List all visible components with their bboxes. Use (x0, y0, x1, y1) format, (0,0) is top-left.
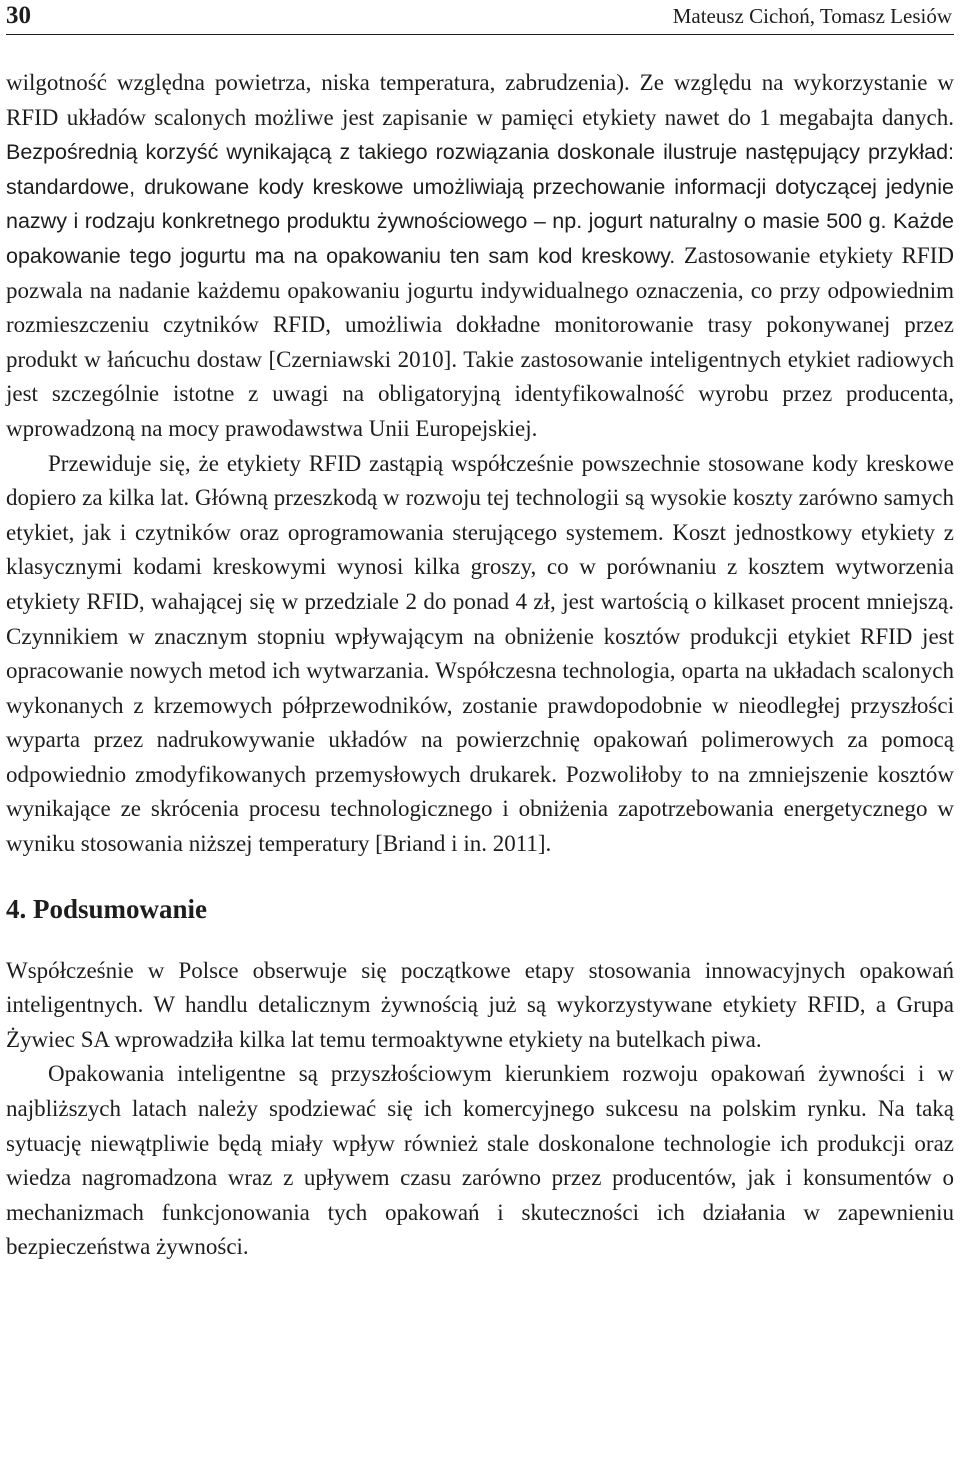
paragraph-rfid-memory (6, 66, 954, 447)
paragraph-rfid-costs: Przewiduje się, że etykiety RFID zastąpią współcześnie powszechnie stosowane kody kreskowe dopiero za kilka lat. Główną przeszkodą w rozwoju tej technologii są wysokie koszty zarówno samych etykiet, jak i czytników oraz oprogramowania sterującego systemem. Koszt jednostkowy etykiety z klasycznymi kodami kreskowymi wynosi kilka groszy, co w porównaniu z kosztem wytworzenia etykiety RFID, wahającej się w przedziale 2 do ponad 4 zł, jest wartością o kilkaset procent mniejszą. Czynnikiem w znacznym stopniu wpływającym na obniżenie kosztów produkcji etykiet RFID jest opracowanie nowych metod ich wytwarzania. Współczesna technologia, oparta na układach scalonych wykonanych z krzemowych półprzewodników, zostanie prawdopodobnie w nieodległej przyszłości wyparta przez nadrukowywanie układów na powierzchnię opakowań polimerowych za pomocą odpowiednio zmodyfikowanych przemysłowych drukarek. Pozwoliłoby to na zmniejszenie kosztów wynikające ze skrócenia procesu technologicznego i obniżenia zapotrzebowania energetycznego w wyniku stosowania niższej temperatury [Briand i in. 2011]. (6, 450, 954, 857)
paragraph-text: wilgotność względna powietrza, niska temperatura, zabrudzenia). Ze względu na wykorzystanie w RFID układów scalonych możliwe jest zapisanie w pamięci etykiety nawet do 1 megabajta danych. (6, 70, 954, 130)
paragraph-summary-2: Opakowania inteligentne są przyszłościowym kierunkiem rozwoju opakowań żywności i w najbliższych latach należy spodziewać się ich komercyjnego sukcesu na polskim rynku. Na taką sytuację niewątpliwie będą miały wpływ również stale doskonalone technologie ich produkcji oraz wiedza nagromadzona wraz z upływem czasu zarówno przez producentów, jak i konsumentów o mechanizmach funkcjonowania tych opakowań i skuteczności ich działania w zapewnieniu bezpieczeństwa żywności. (6, 1061, 954, 1260)
section-heading: 4. Podsumowanie (6, 893, 208, 924)
paragraph-text: Zastosowanie etykiety RFID pozwala na nadanie każdemu opakowaniu jogurtu indywidualnego oznaczenia, co przy odpowiednim rozmieszczeniu czytników RFID, umożliwia dokładne monitorowanie trasy pokonywanej przez produkt w łańcuchu dostaw [Czerniawski 2010]. Takie zastosowanie inteligentnych etykiet radiowych jest szczególnie istotne z uwagi na obligatoryjną identyfikowalność wyrobu przez producenta, wprowadzoną na mocy prawodawstwa Unii Europejskiej. (6, 242, 954, 441)
running-head-authors: Mateusz Cichoń, Tomasz Lesiów (672, 4, 952, 28)
page-number: 30 (6, 2, 31, 29)
body-text (6, 66, 954, 1265)
paragraph-summary-1: Współcześnie w Polsce obserwuje się początkowe etapy stosowania innowacyjnych opakowań inteligentnych. W handlu detalicznym żywnością już są wykorzystywane etykiety RFID, a Grupa Żywiec SA wprowadziła kilka lat temu termoaktywne etykiety na butelkach piwa. (6, 957, 954, 1052)
paragraph-text-example: Bezpośrednią korzyść wynikającą z takiego rozwiązania doskonale ilustruje następujący przykład: standardowe, drukowane kody kreskowe umożliwiają przechowanie informacji dotyczącej jedynie nazwy i rodzaju konkretnego produktu żywnościowego – np. jogurt naturalny o masie 500 g. Każde opakowanie tego jogurtu ma na opakowaniu ten sam kod kreskowy. (6, 140, 954, 268)
page-header (6, 0, 954, 35)
